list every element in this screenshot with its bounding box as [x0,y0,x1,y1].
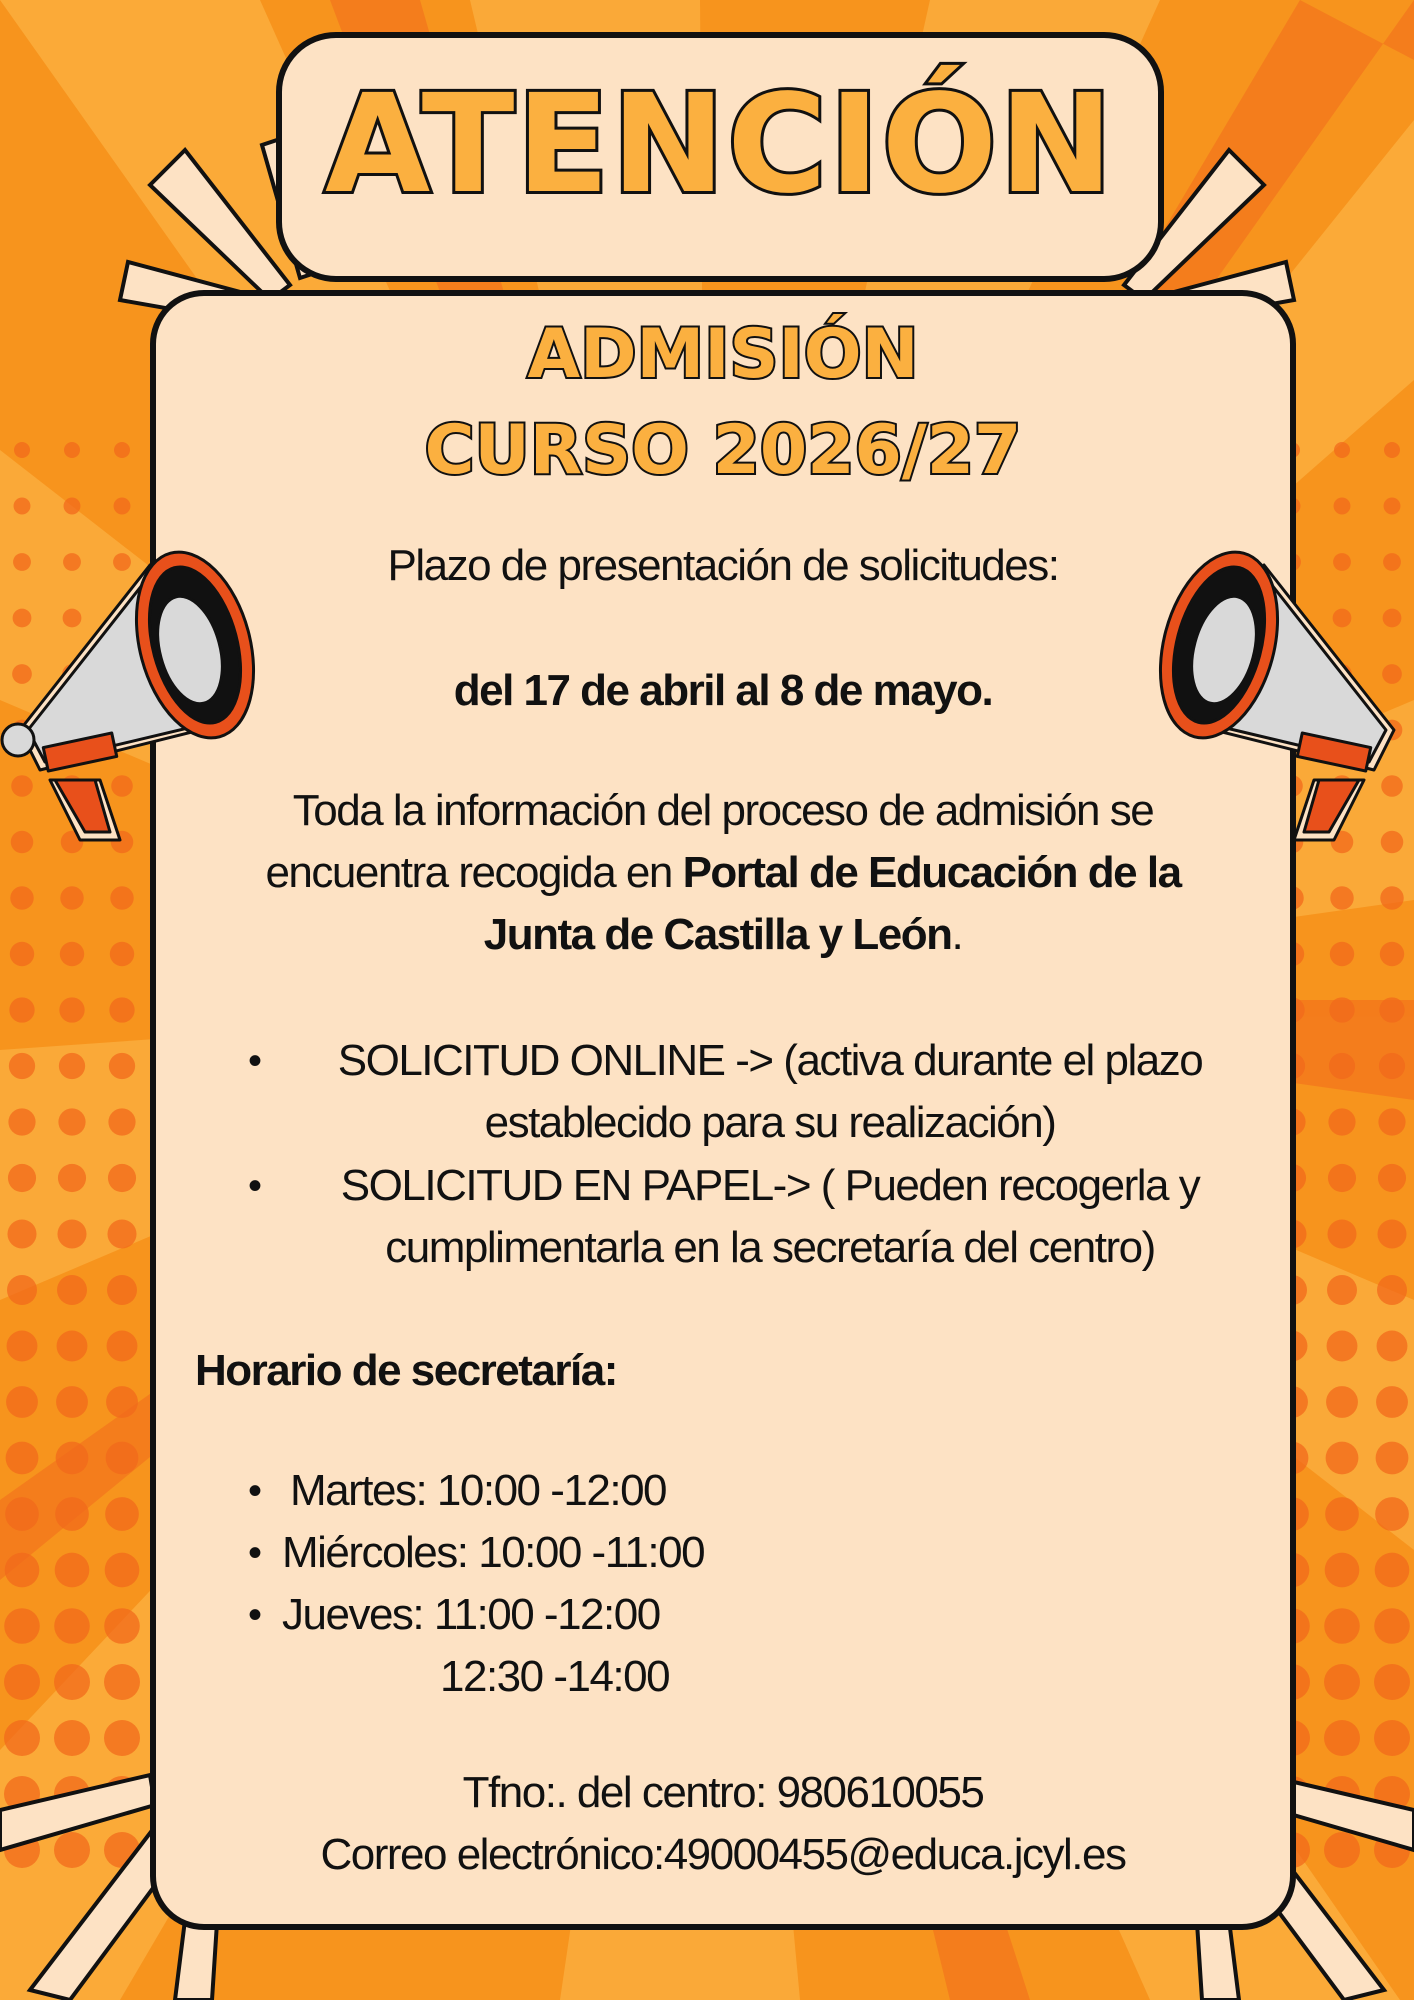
bullet-dot: • [248,1593,263,1637]
deadline-dates: del 17 de abril al 8 de mayo. [453,666,993,715]
application-online-line-1: SOLICITUD ONLINE -> (activa durante el plazo [337,1036,1203,1085]
hours-jueves: Jueves: 11:00 -12:00 [282,1590,660,1639]
bullet-dot: • [248,1469,263,1513]
application-paper-line-2: cumplimentarla en la secretaría del centro) [385,1223,1155,1272]
bullet-dot: • [248,1164,263,1208]
contact-phone: Tfno:. del centro: 980610055 [462,1768,984,1817]
application-online-line-2: establecido para su realización) [484,1098,1056,1147]
info-line-3-tail: . [951,910,963,959]
portal-link-part-1[interactable]: Portal de Educación de la [682,848,1181,897]
info-line-2-text: encuentra recogida en [265,848,683,897]
portal-link-part-2[interactable]: Junta de Castilla y León [483,910,952,959]
info-line-1: Toda la información del proceso de admisión se [292,786,1154,835]
hours-martes: Martes: 10:00 -12:00 [290,1466,667,1515]
bullet-dot: • [248,1039,263,1083]
headline: ATENCIÓN [324,66,1116,224]
hours-miercoles: Miércoles: 10:00 -11:00 [282,1528,705,1577]
subtitle-curso: CURSO 2026/27 [424,411,1022,490]
info-line-2 [190,842,1256,904]
hours-jueves-extra: 12:30 -14:00 [440,1652,670,1701]
bullet-dot: • [248,1531,263,1575]
deadline-label: Plazo de presentación de solicitudes: [387,541,1059,590]
info-line-3 [190,904,1256,966]
contact-email[interactable]: Correo electrónico:49000455@educa.jcyl.es [320,1830,1126,1879]
application-paper-line-1: SOLICITUD EN PAPEL-> ( Pueden recogerla y [340,1161,1200,1210]
subtitle-admision: ADMISIÓN [527,315,919,394]
office-hours-heading: Horario de secretaría: [195,1346,617,1395]
